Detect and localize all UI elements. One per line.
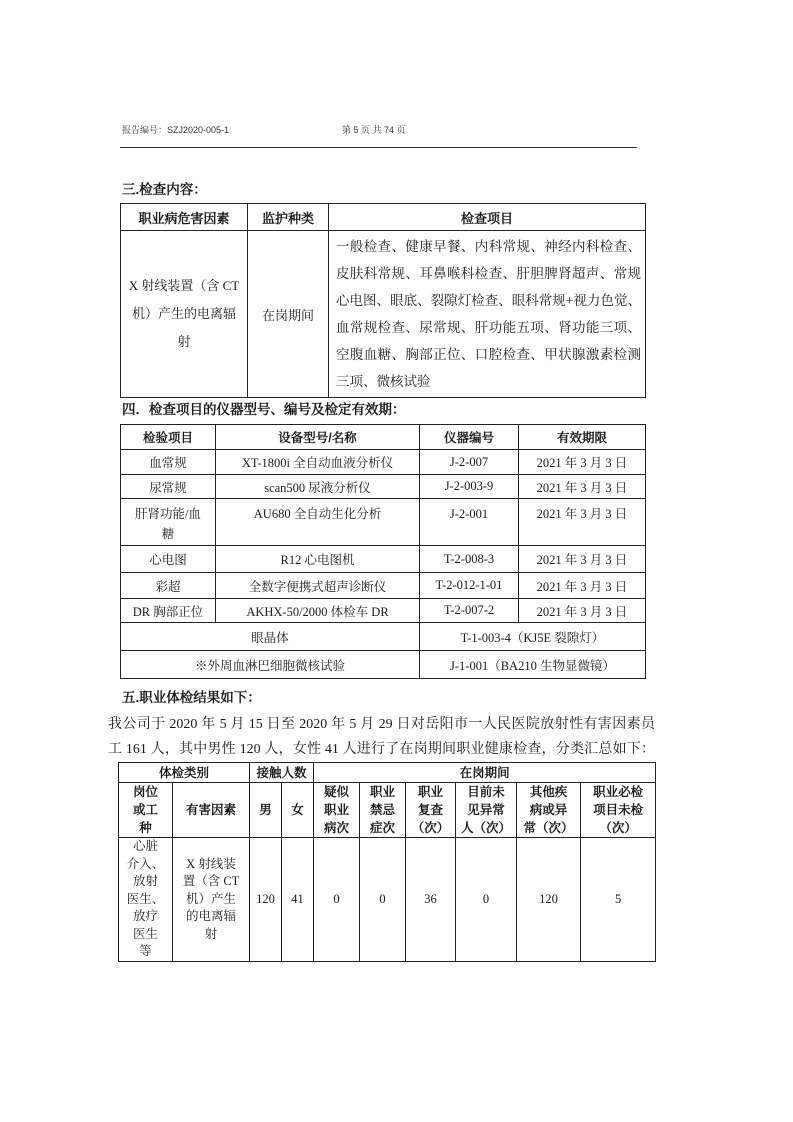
hazard-cell: X 射线装 置（含 CT 机）产生 的电离辐 射: [173, 838, 250, 962]
instrument-code-cell: T-2-012-1-01: [420, 573, 519, 599]
test-item-cell: 血常规: [121, 450, 216, 475]
header-suspected: 疑似 职业 病次: [314, 783, 360, 838]
text-line: 三项、微核试验: [336, 374, 431, 389]
instrument-code-cell: T-2-007-2: [420, 599, 519, 623]
monitoring-type-cell: 在岗期间: [248, 231, 329, 398]
header-male: 男: [250, 783, 282, 838]
validity-cell: 2021 年 3 月 3 日: [519, 573, 646, 599]
device-cell: R12 心电图机: [216, 546, 420, 573]
female-count-cell: 41: [282, 838, 314, 962]
table-row: [121, 599, 646, 623]
test-item-cell: 肝肾功能/血 糖: [121, 499, 216, 546]
inspection-content-table: [120, 203, 645, 398]
instrument-code-cell: J-2-001: [420, 499, 519, 546]
header-hazard: 有害因素: [173, 783, 250, 838]
table-header-cell: 有效期限: [519, 425, 646, 450]
page-indicator: 第 5 页 共 74 页: [342, 125, 406, 135]
device-cell: AU680 全自动生化分析: [216, 499, 420, 546]
header-post: 岗位 或工 种: [119, 783, 173, 838]
validity-cell: 2021 年 3 月 3 日: [519, 475, 646, 499]
table-row: [121, 623, 646, 651]
report-number: 报告编号：SZJ2020-005-1: [122, 125, 230, 135]
validity-cell: 2021 年 3 月 3 日: [519, 450, 646, 475]
table-row: [121, 499, 646, 546]
table-header-cell: 检查项目: [329, 204, 646, 231]
table-row: [121, 231, 646, 398]
table-row: [121, 651, 646, 679]
text-line: 我公司于 2020 年 5 月 15 日至 2020 年 5 月 29 日对岳阳市一人民医院放射性有害因素员: [108, 717, 655, 732]
text-line: 工 161 人，其中男性 120 人，女性 41 人进行了在岗期间职业健康检查，分类汇总如下：: [108, 742, 655, 757]
header-female: 女: [282, 783, 314, 838]
table-row: [119, 838, 656, 962]
validity-cell: 2021 年 3 月 3 日: [519, 599, 646, 623]
header-normal: 目前未 见异常 人（次）: [456, 783, 517, 838]
inspection-items-cell: [329, 231, 646, 398]
hazard-factor-cell: X 射线装置（含 CT 机）产生的电离辐 射: [121, 231, 248, 398]
text-line: 一般检查、健康早餐、内科常规、神经内科检查、: [336, 239, 641, 254]
table-header-cell: 职业病危害因素: [121, 204, 248, 231]
other-cell: 120: [517, 838, 581, 962]
table-header-cell: 仪器编号: [420, 425, 519, 450]
header-contraindication: 职业 禁忌 症次: [360, 783, 406, 838]
device-cell: XT-1800i 全自动血液分析仪: [216, 450, 420, 475]
header-recheck: 职业 复查 （次）: [406, 783, 456, 838]
text-line: 心电图、眼底、裂隙灯检查、眼科常规+视力色觉、: [336, 293, 641, 308]
test-item-cell: 眼晶体: [121, 623, 420, 651]
results-paragraph: [108, 712, 655, 762]
instrument-code-cell: T-2-008-3: [420, 546, 519, 573]
table-header-cell: 监护种类: [248, 204, 329, 231]
text-line: 皮肤科常规、耳鼻喉科检查、肝胆脾肾超声、常规: [336, 266, 641, 281]
header-divider: [120, 147, 637, 148]
table-row: [121, 450, 646, 475]
group-header-exposed: 接触人数: [250, 763, 314, 783]
contraindication-cell: 0: [360, 838, 406, 962]
table-header-row: [121, 204, 646, 231]
instrument-table: [120, 424, 645, 679]
missing-cell: 5: [581, 838, 656, 962]
table-group-header-row: [119, 763, 656, 783]
section-title-inspection-content: 三.检查内容：: [122, 182, 207, 197]
recheck-cell: 36: [406, 838, 456, 962]
table-row: [121, 475, 646, 499]
post-cell: 心脏 介入、 放射 医生、 放疗 医生 等: [119, 838, 173, 962]
test-item-cell: 彩超: [121, 573, 216, 599]
test-item-cell: ※外周血淋巴细胞微核试验: [121, 651, 420, 679]
device-cell: 全数字便携式超声诊断仪: [216, 573, 420, 599]
test-item-cell: 心电图: [121, 546, 216, 573]
table-header-row: [121, 425, 646, 450]
table-header-row: [119, 783, 656, 838]
male-count-cell: 120: [250, 838, 282, 962]
table-row: [121, 573, 646, 599]
header-other: 其他疾 病或异 常（次）: [517, 783, 581, 838]
text-line: 空腹血糖、胸部正位、口腔检查、甲状腺激素检测: [336, 347, 641, 362]
group-header-category: 体检类别: [119, 763, 250, 783]
header-missing: 职业必检 项目未检 （次）: [581, 783, 656, 838]
table-header-cell: 设备型号/名称: [216, 425, 420, 450]
instrument-code-cell: J-2-007: [420, 450, 519, 475]
validity-cell: 2021 年 3 月 3 日: [519, 546, 646, 573]
normal-cell: 0: [456, 838, 517, 962]
table-header-cell: 检验项目: [121, 425, 216, 450]
table-row: [121, 546, 646, 573]
suspected-cell: 0: [314, 838, 360, 962]
test-item-cell: 尿常规: [121, 475, 216, 499]
group-header-period: 在岗期间: [314, 763, 656, 783]
section-title-instruments: 四．检查项目的仪器型号、编号及检定有效期：: [122, 402, 406, 417]
equipment-cell: T-1-003-4（KJ5E 裂隙灯）: [420, 623, 646, 651]
device-cell: AKHX-50/2000 体检车 DR: [216, 599, 420, 623]
equipment-cell: J-1-001（BA210 生物显微镜）: [420, 651, 646, 679]
instrument-code-cell: J-2-003-9: [420, 475, 519, 499]
text-line: 血常规检查、尿常规、肝功能五项、肾功能三项、: [336, 320, 641, 335]
exam-results-table: [118, 762, 655, 962]
device-cell: scan500 尿液分析仪: [216, 475, 420, 499]
validity-cell: 2021 年 3 月 3 日: [519, 499, 646, 546]
section-title-exam-results: 五.职业体检结果如下：: [122, 690, 261, 705]
test-item-cell: DR 胸部正位: [121, 599, 216, 623]
